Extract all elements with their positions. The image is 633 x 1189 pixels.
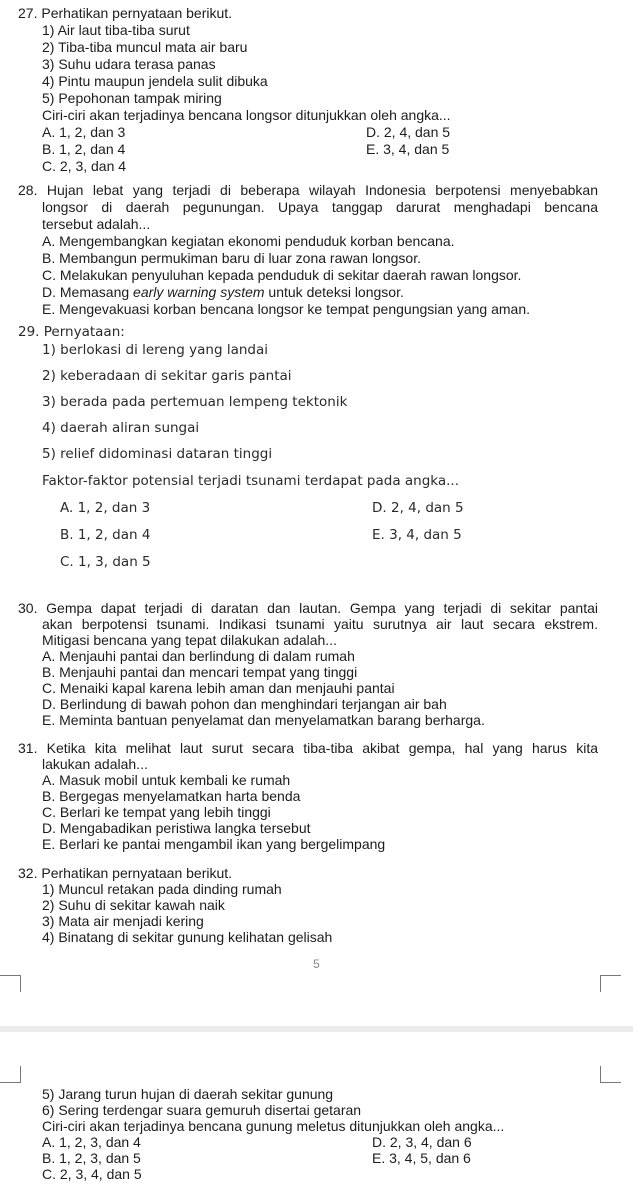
q28-option-d-pre: D. Memasang	[42, 284, 134, 300]
q32-item-3: 3) Mata air menjadi kering	[42, 913, 204, 929]
crop-mark-bottom-left	[0, 1066, 21, 1083]
q27-item-5: 5) Pepohonan tampak miring	[42, 90, 222, 106]
q27-item-4: 4) Pintu maupun jendela sulit dibuka	[42, 73, 268, 89]
q29-option-e: E. 3, 4, dan 5	[372, 527, 462, 543]
q27-head: 27. Perhatikan pernyataan berikut.	[18, 5, 233, 21]
q30-option-c: C. Menaiki kapal karena lebih aman dan menjauhi pantai	[42, 680, 395, 696]
q30-line-3: Mitigasi bencana yang tepat dilakukan adalah...	[42, 632, 337, 648]
q29-option-a: A. 1, 2, dan 3	[60, 500, 151, 516]
q29-option-d: D. 2, 4, dan 5	[372, 500, 464, 516]
q30-option-b: B. Menjauhi pantai dan mencari tempat yang tinggi	[42, 664, 358, 680]
page-number: 5	[313, 957, 320, 971]
q31-option-a: A. Masuk mobil untuk kembali ke rumah	[42, 772, 291, 788]
q31-option-c: C. Berlari ke tempat yang lebih tinggi	[42, 804, 271, 820]
q31-option-d: D. Mengabadikan peristiwa langka tersebut	[42, 820, 311, 836]
q29-option-b: B. 1, 2, dan 4	[60, 527, 151, 543]
q32-head: 32. Perhatikan pernyataan berikut.	[18, 865, 233, 881]
q28-option-e: E. Mengevakuasi korban bencana longsor ke tempat pengungsian yang aman.	[42, 301, 530, 317]
q28-option-a: A. Mengembangkan kegiatan ekonomi penduduk korban bencana.	[42, 233, 455, 249]
q32-item-1: 1) Muncul retakan pada dinding rumah	[42, 881, 282, 897]
q31-line-1: 31. Ketika kita melihat laut surut secara tiba-tiba akibat gempa, hal yang harus kita	[18, 740, 598, 756]
q29-item-5: 5) relief didominasi dataran tinggi	[42, 446, 273, 462]
q32-item-2: 2) Suhu di sekitar kawah naik	[42, 897, 225, 913]
q29-stem: Faktor-faktor potensial terjadi tsunami terdapat pada angka...	[42, 473, 460, 489]
q32-option-d: D. 2, 3, 4, dan 6	[372, 1134, 472, 1150]
crop-mark-top-right	[600, 975, 621, 992]
q32-item-6: 6) Sering terdengar suara gemuruh disertai getaran	[42, 1102, 362, 1118]
crop-mark-top-left	[0, 975, 21, 992]
q28-option-b: B. Membangun permukiman baru di luar zona rawan longsor.	[42, 250, 421, 266]
q31-option-e: E. Berlari ke pantai mengambil ikan yang bergelimpang	[42, 836, 386, 852]
q28-line-1: 28. Hujan lebat yang terjadi di beberapa wilayah Indonesia berpotensi menyebabkan	[18, 182, 598, 198]
q29-head: 29. Pernyataan:	[18, 324, 125, 340]
q28-option-d-emphasis: early warning system	[133, 284, 265, 300]
q29-option-c: C. 1, 3, dan 5	[60, 554, 151, 570]
q28-option-d	[42, 284, 404, 300]
q27-option-d: D. 2, 4, dan 5	[366, 124, 451, 140]
q27-option-b: B. 1, 2, dan 4	[42, 141, 126, 157]
q27-item-2: 2) Tiba-tiba muncul mata air baru	[42, 39, 248, 55]
q30-line-1: 30. Gempa dapat terjadi di daratan dan lautan. Gempa yang terjadi di sekitar pantai	[18, 600, 598, 616]
q32-option-c: C. 2, 3, 4, dan 5	[42, 1166, 142, 1182]
q32-option-e: E. 3, 4, 5, dan 6	[372, 1150, 471, 1166]
q30-option-d: D. Berlindung di bawah pohon dan menghindari terjangan air bah	[42, 696, 447, 712]
q32-option-b: B. 1, 2, 3, dan 5	[42, 1150, 141, 1166]
q32-option-a: A. 1, 2, 3, dan 4	[42, 1134, 141, 1150]
q32-stem: Ciri-ciri akan terjadinya bencana gunung meletus ditunjukkan oleh angka...	[42, 1118, 505, 1134]
q30-line-2: akan berpotensi tsunami. Indikasi tsunami yaitu surutnya air laut secara ekstrem.	[42, 616, 598, 632]
q29-item-2: 2) keberadaan di sekitar garis pantai	[42, 368, 292, 384]
q29-item-1: 1) berlokasi di lereng yang landai	[42, 342, 269, 358]
q31-option-b: B. Bergegas menyelamatkan harta benda	[42, 788, 301, 804]
q31-line-2: lakukan adalah...	[42, 756, 148, 772]
q27-item-1: 1) Air laut tiba-tiba surut	[42, 22, 190, 38]
q27-item-3: 3) Suhu udara terasa panas	[42, 56, 216, 72]
q28-option-c: C. Melakukan penyuluhan kepada penduduk di sekitar daerah rawan longsor.	[42, 267, 522, 283]
q30-option-a: A. Menjauhi pantai dan berlindung di dalam rumah	[42, 648, 355, 664]
q27-option-e: E. 3, 4, dan 5	[366, 141, 450, 157]
q29-item-3: 3) berada pada pertemuan lempeng tektonik	[42, 394, 348, 410]
q27-stem: Ciri-ciri akan terjadinya bencana longsor ditunjukkan oleh angka...	[42, 107, 451, 123]
page-separator	[0, 1026, 633, 1032]
q29-item-4: 4) daerah aliran sungai	[42, 420, 200, 436]
crop-mark-bottom-right	[600, 1066, 621, 1083]
q30-option-e: E. Meminta bantuan penyelamat dan menyelamatkan barang berharga.	[42, 712, 485, 728]
q32-item-4: 4) Binatang di sekitar gunung kelihatan gelisah	[42, 929, 333, 945]
q32-item-5: 5) Jarang turun hujan di daerah sekitar gunung	[42, 1086, 334, 1102]
q28-line-2: longsor di daerah pegunungan. Upaya tanggap darurat menghadapi bencana	[42, 199, 598, 215]
q27-option-c: C. 2, 3, dan 4	[42, 158, 127, 174]
q28-line-3: tersebut adalah...	[42, 216, 151, 232]
q28-option-d-post: untuk deteksi longsor.	[264, 284, 404, 300]
q27-option-a: A. 1, 2, dan 3	[42, 124, 126, 140]
